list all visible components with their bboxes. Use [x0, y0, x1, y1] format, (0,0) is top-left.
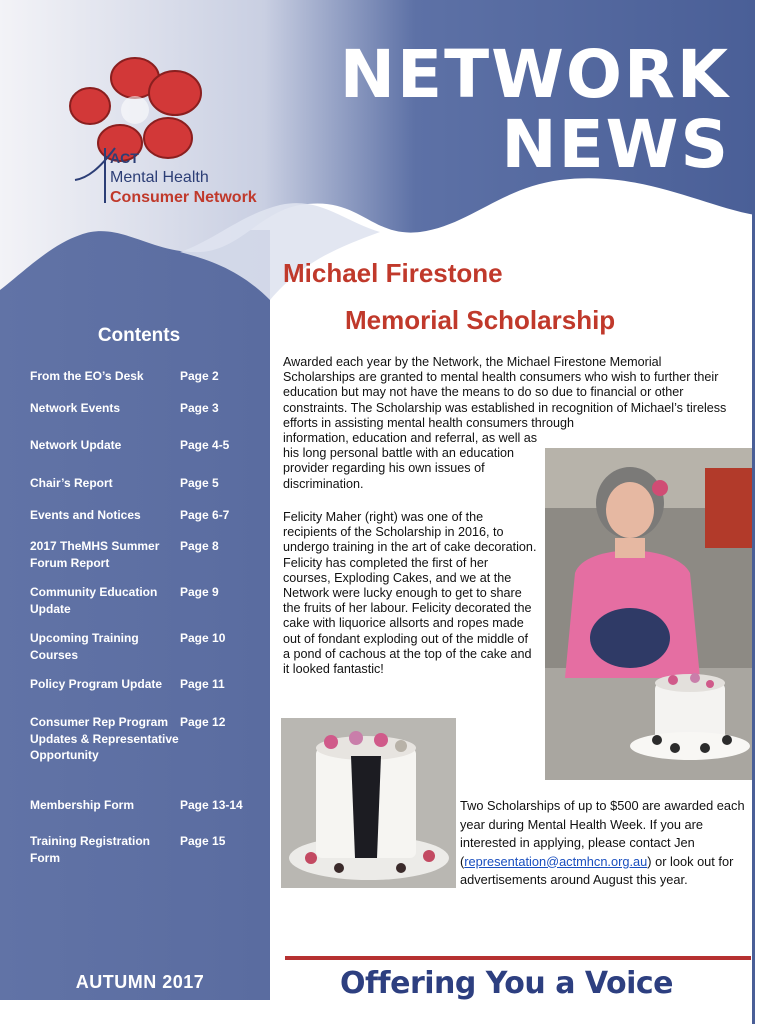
felicity-photo	[545, 448, 752, 780]
contact-email-link[interactable]: representation@actmhcn.org.au	[464, 853, 648, 869]
toc-item[interactable]: Training Registration Form Page 15	[30, 834, 226, 865]
toc-item[interactable]: Consumer Rep Program Updates & Representative Opportunity Page 12	[30, 715, 226, 762]
toc-item[interactable]: Events and Notices Page 6-7	[30, 508, 230, 522]
footer-divider	[285, 956, 751, 960]
logo-line-consumer-network: Consumer Network	[110, 189, 257, 206]
toc-item[interactable]: From the EO’s Desk Page 2	[30, 369, 219, 383]
masthead-news: NEWS	[501, 106, 730, 183]
cake-photo	[281, 718, 456, 888]
article-felicity: Felicity Maher (right) was one of the recipients of the Scholarship in 2016, to undergo training in the art of cake decoration. Felicity has completed the first of her courses, Exploding Cakes, and we at the Network were lucky enough to get to share the fruits of her labour. Felicity decorated the cake with liquorice allsorts and ropes made out of fondant exploding out of the middle of a pond of cachous at the top of the cake and it looked fantastic!	[283, 510, 537, 677]
masthead-network: NETWORK	[339, 36, 730, 113]
toc-item[interactable]: Community Education Update Page 9	[30, 585, 219, 616]
toc-item[interactable]: Network Update Page 4-5	[30, 438, 230, 452]
article-intro: Awarded each year by the Network, the Michael Firestone Memorial Scholarships are granted to mental health consumers who wish to further their education but may not have the means to do so due to financial or other constraints. The Scholarship was established in recognition of Michael’s tireless efforts in assisting mental health consumers through	[283, 355, 727, 430]
logo-line-act: ACT	[110, 150, 139, 166]
toc-item[interactable]: Upcoming Training Courses Page 10	[30, 631, 226, 662]
organization-logo-text	[110, 148, 257, 208]
scholarship-info: Two Scholarships of up to $500 are awarded each year during Mental Health Week. If you are interested in applying, please contact Jen (representation@actmhcn.org.au) or look out for advertisements around August this year.	[460, 798, 745, 887]
article-title-line1: Michael Firestone	[283, 258, 503, 288]
toc-item[interactable]: Policy Program Update Page 11	[30, 677, 225, 691]
season-label: AUTUMN 2017	[75, 972, 205, 992]
contents-title: Contents	[97, 325, 181, 346]
toc-item[interactable]: Chair’s Report Page 5	[30, 476, 219, 490]
article-intro-continued: information, education and referral, as well as his long personal battle with an education provider regarding his own issues of discrimination.	[283, 431, 538, 491]
toc-item[interactable]: Network Events Page 3	[30, 401, 219, 415]
footer-tagline: Offering You a Voice	[340, 966, 673, 1001]
masthead	[339, 36, 730, 183]
toc-item[interactable]: Membership Form Page 13-14	[30, 798, 243, 812]
logo-line-mental-health: Mental Health	[110, 169, 209, 186]
toc-item[interactable]: 2017 TheMHS Summer Forum Report Page 8	[30, 539, 219, 570]
article-title-line2: Memorial Scholarship	[345, 305, 616, 335]
